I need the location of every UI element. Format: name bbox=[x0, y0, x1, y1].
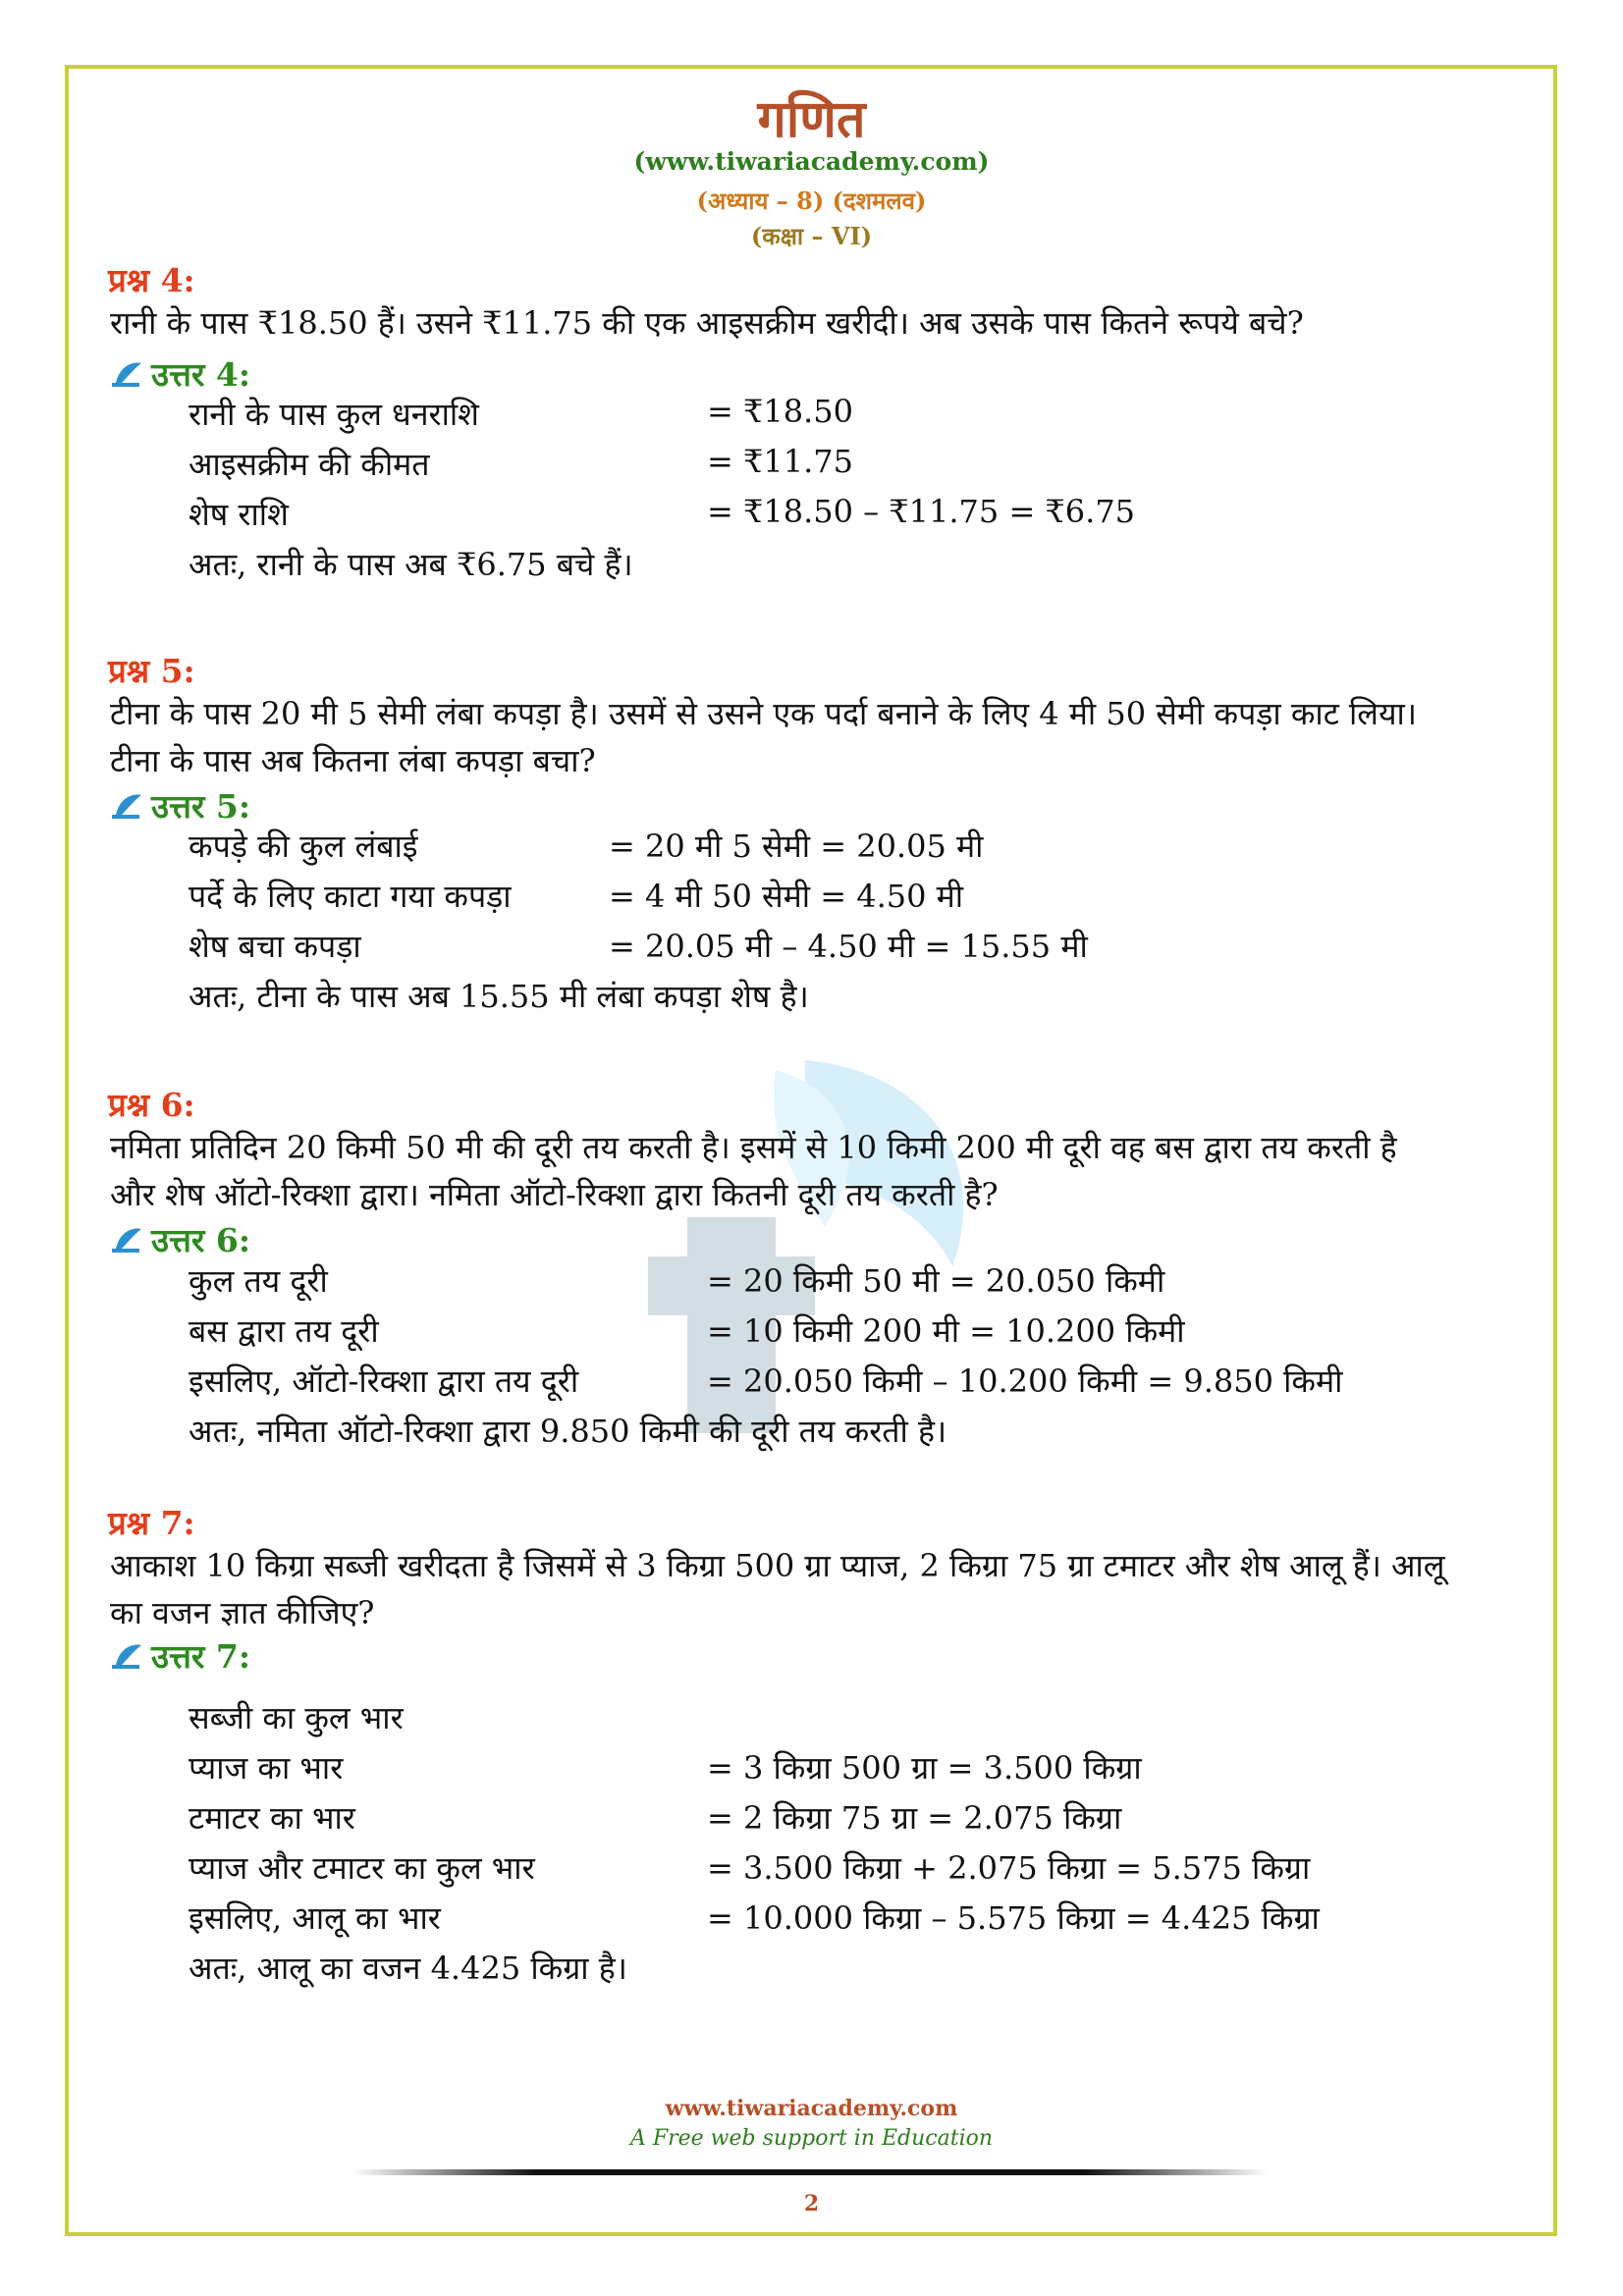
page-title: गणित bbox=[757, 89, 866, 149]
answer-4-row-label: आइसक्रीम की कीमत bbox=[189, 446, 430, 483]
answer-6-row-value: = 20 किमी 50 मी = 20.050 किमी bbox=[707, 1262, 1165, 1300]
answer-7-conclusion: अतः, आलू का वजन 4.425 किग्रा है। bbox=[189, 1949, 627, 1987]
question-5-text: टीना के पास 20 मी 5 सेमी लंबा कपड़ा है। उसमें से उसने एक पर्दा बनाने के लिए 4 मी 50 सेमी कपड़ा काट लिया। टीना के पास अब कितना लंबा कपड़ा बचा? bbox=[110, 695, 1417, 779]
chapter-label: (अध्याय – 8) (दशमलव) bbox=[696, 187, 927, 215]
tiwari-logo-icon bbox=[110, 791, 143, 821]
question-7-label: प्रश्न 7: bbox=[108, 1504, 195, 1542]
answer-5-row-value: = 4 मी 50 सेमी = 4.50 मी bbox=[609, 878, 964, 915]
footer-tagline: A Free web support in Education bbox=[629, 2126, 994, 2151]
question-4-text: रानी के पास ₹18.50 हैं। उसने ₹11.75 की एक आइसक्रीम खरीदी। अब उसके पास कितने रूपये बचे? bbox=[110, 304, 1304, 342]
tiwari-logo-icon bbox=[110, 359, 143, 389]
answer-7-row-label: सब्जी का कुल भार bbox=[189, 1699, 404, 1736]
answer-5-row-label: पर्दे के लिए काटा गया कपड़ा bbox=[189, 878, 512, 915]
answer-7-row-label: प्याज का भार bbox=[189, 1749, 344, 1787]
answer-7-row-value: = 3.500 किग्रा + 2.075 किग्रा = 5.575 किग्रा bbox=[707, 1849, 1311, 1887]
answer-4-conclusion: अतः, रानी के पास अब ₹6.75 बचे हैं। bbox=[189, 546, 633, 583]
answer-7-row-value: = 3 किग्रा 500 ग्रा = 3.500 किग्रा bbox=[707, 1749, 1142, 1787]
answer-7-row-value: = 10.000 किग्रा – 5.575 किग्रा = 4.425 किग्रा bbox=[707, 1899, 1320, 1937]
answer-5-row-value: = 20.05 मी – 4.50 मी = 15.55 मी bbox=[609, 928, 1088, 965]
answer-6-row-value: = 20.050 किमी – 10.200 किमी = 9.850 किमी bbox=[707, 1362, 1343, 1400]
answer-4-label: उत्तर 4: bbox=[110, 351, 250, 396]
answer-6-row-label: कुल तय दूरी bbox=[189, 1262, 328, 1300]
grade-label: (कक्षा – VI) bbox=[750, 222, 873, 250]
answer-6-row-label: इसलिए, ऑटो-रिक्शा द्वारा तय दूरी bbox=[189, 1362, 579, 1400]
answer-7-label: उत्तर 7: bbox=[110, 1633, 250, 1678]
answer-6-label: उत्तर 6: bbox=[110, 1217, 250, 1261]
answer-7-row-label: प्याज और टमाटर का कुल भार bbox=[189, 1849, 535, 1887]
website-link[interactable]: (www.tiwariacademy.com) bbox=[633, 147, 990, 176]
answer-5-label: उत्तर 5: bbox=[110, 783, 250, 828]
footer-divider bbox=[353, 2169, 1267, 2175]
question-6-label: प्रश्न 6: bbox=[108, 1086, 195, 1124]
answer-6-conclusion: अतः, नमिता ऑटो-रिक्शा द्वारा 9.850 किमी की दूरी तय करती है। bbox=[189, 1413, 947, 1450]
answer-6-row-value: = 10 किमी 200 मी = 10.200 किमी bbox=[707, 1312, 1185, 1350]
answer-4-row-label: रानी के पास कुल धनराशि bbox=[189, 396, 479, 433]
question-4-label: प्रश्न 4: bbox=[108, 261, 195, 299]
answer-4-row-value: = ₹18.50 bbox=[707, 393, 853, 430]
footer-website-link[interactable]: www.tiwariacademy.com bbox=[665, 2096, 958, 2121]
answer-4-row-value: = ₹11.75 bbox=[707, 443, 853, 480]
answer-7-row-label: टमाटर का भार bbox=[189, 1799, 355, 1837]
tiwari-logo-icon bbox=[110, 1641, 143, 1671]
answer-5-row-label: कपड़े की कुल लंबाई bbox=[189, 828, 418, 865]
answer-4-row-label: शेष राशि bbox=[189, 496, 289, 533]
question-6-text: नमिता प्रतिदिन 20 किमी 50 मी की दूरी तय करती है। इसमें से 10 किमी 200 मी दूरी वह बस द्वारा तय करती है और शेष ऑटो-रिक्शा द्वारा। नमिता ऑटो-रिक्शा द्वारा कितनी दूरी तय करती है? bbox=[110, 1129, 1397, 1213]
answer-6-row-label: बस द्वारा तय दूरी bbox=[189, 1312, 379, 1350]
question-7-text: आकाश 10 किग्रा सब्जी खरीदता है जिसमें से 3 किग्रा 500 ग्रा प्याज, 2 किग्रा 75 ग्रा टमाटर और शेष आलू हैं। आलू का वजन ज्ञात कीजिए? bbox=[110, 1547, 1445, 1631]
page-number: 2 bbox=[803, 2191, 820, 2216]
answer-7-row-value: = 2 किग्रा 75 ग्रा = 2.075 किग्रा bbox=[707, 1799, 1122, 1837]
answer-4-row-value: = ₹18.50 – ₹11.75 = ₹6.75 bbox=[707, 493, 1136, 530]
answer-5-row-label: शेष बचा कपड़ा bbox=[189, 928, 361, 965]
answer-7-row-label: इसलिए, आलू का भार bbox=[189, 1899, 441, 1937]
tiwari-logo-icon bbox=[110, 1225, 143, 1255]
question-5-label: प्रश्न 5: bbox=[108, 652, 195, 690]
answer-5-conclusion: अतः, टीना के पास अब 15.55 मी लंबा कपड़ा शेष है। bbox=[189, 978, 809, 1015]
answer-5-row-value: = 20 मी 5 सेमी = 20.05 मी bbox=[609, 828, 984, 865]
